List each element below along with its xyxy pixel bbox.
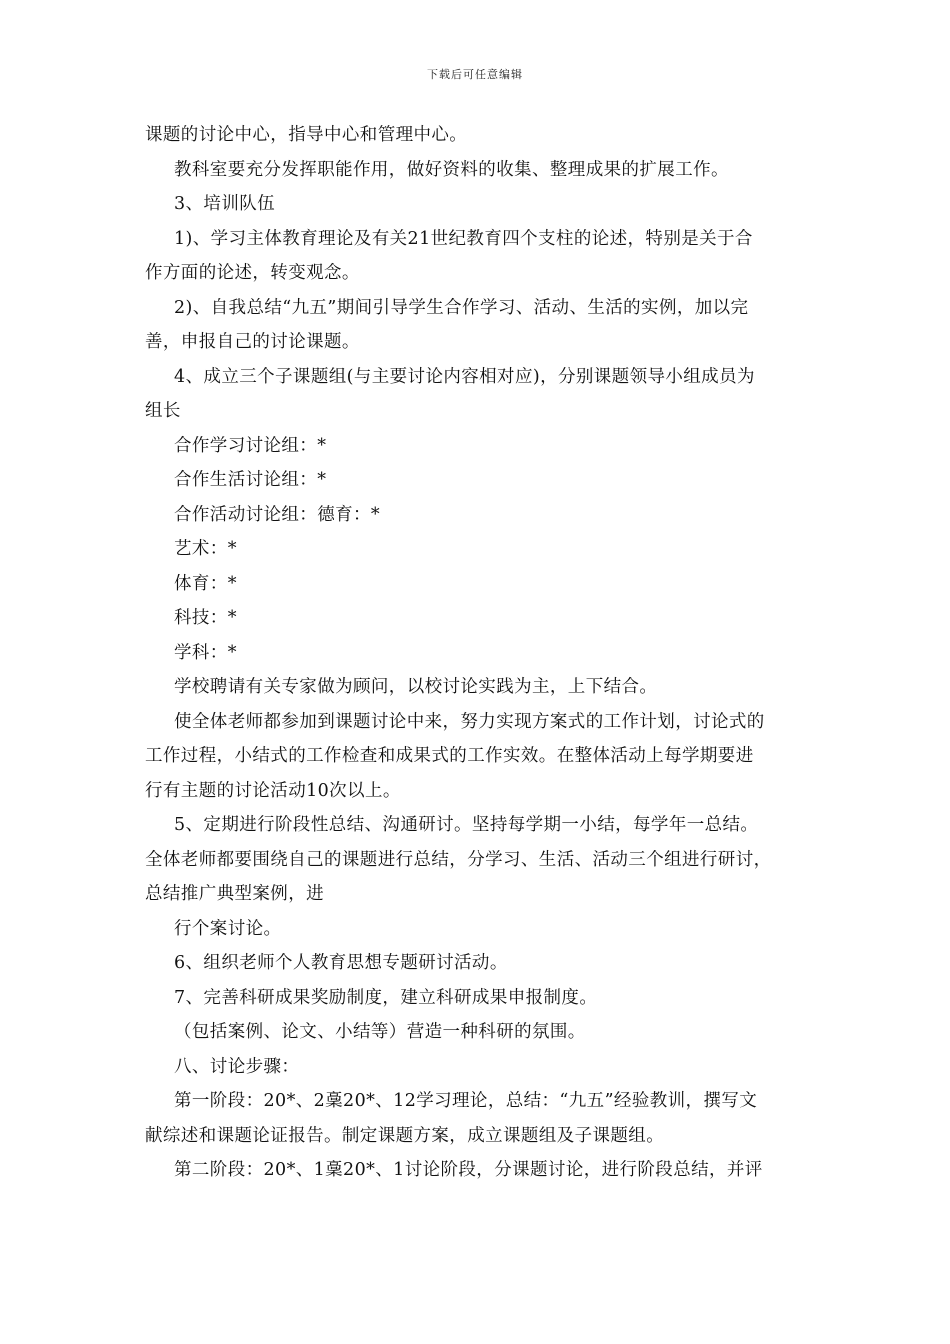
text-line: 第二阶段：20*、1稾20*、1讨论阶段，分课题讨论，进行阶段总结，并评 [174, 1160, 763, 1180]
text-line: 献综述和课题论证报告。制定课题方案，成立课题组及子课题组。 [145, 1125, 665, 1146]
text-line: 4、成立三个子课题组(与主要讨论内容相对应)，分别课题领导小组成员为 [174, 366, 755, 387]
text-line: 组长 [145, 401, 181, 421]
text-line: 学科：* [174, 642, 237, 663]
text-line: 艺术：* [174, 539, 237, 559]
text-line: 第一阶段：20*、2稾20*、12学习理论，总结：“九五”经验教训，撰写文 [174, 1091, 758, 1111]
text-line: 使全体老师都参加到课题讨论中来，努力实现方案式的工作计划，讨论式的 [174, 711, 765, 732]
text-line: 作方面的论述，转变观念。 [145, 263, 360, 283]
text-line: 5、定期进行阶段性总结、沟通研讨。坚持每学期一小结，每学年一总结。 [174, 815, 759, 835]
text-line: 善，申报自己的讨论课题。 [145, 332, 360, 352]
text-line: 教科室要充分发挥职能作用，做好资料的收集、整理成果的扩展工作。 [174, 159, 729, 180]
text-line: 合作学习讨论组：* [174, 435, 327, 456]
text-line: 2)、自我总结“九五”期间引导学生合作学习、活动、生活的实例，加以完 [174, 297, 749, 318]
text-line: 工作过程，小结式的工作检查和成果式的工作实效。在整体活动上每学期要进 [145, 746, 754, 766]
text-line: 八、讨论步骤： [174, 1056, 300, 1077]
text-line: 课题的讨论中心，指导中心和管理中心。 [145, 125, 468, 145]
text-line: （包括案例、论文、小结等）营造一种科研的氛围。 [174, 1022, 586, 1042]
text-line: 合作活动讨论组：德育：* [174, 504, 381, 525]
document-body [145, 118, 817, 1188]
text-line: 合作生活讨论组：* [174, 470, 327, 490]
text-line: 6、组织老师个人教育思想专题研讨活动。 [174, 953, 508, 973]
text-line: 总结推广典型案例，进 [145, 884, 324, 904]
text-line: 体育：* [174, 573, 237, 594]
text-line: 科技：* [174, 608, 237, 628]
page-header: 下载后可任意编辑 [427, 68, 523, 81]
text-line: 学校聘请有关专家做为顾问，以校讨论实践为主，上下结合。 [174, 677, 658, 697]
text-line: 3、培训队伍 [174, 194, 276, 214]
text-line: 行个案讨论。 [174, 918, 282, 939]
text-line: 全体老师都要围绕自己的课题进行总结，分学习、生活、活动三个组进行研讨， [145, 849, 772, 870]
text-line: 行有主题的讨论活动10次以上。 [145, 780, 401, 801]
text-line: 7、完善科研成果奖励制度，建立科研成果申报制度。 [174, 987, 598, 1008]
text-line: 1)、学习主体教育理论及有关21世纪教育四个支柱的论述，特别是关于合 [174, 228, 753, 249]
